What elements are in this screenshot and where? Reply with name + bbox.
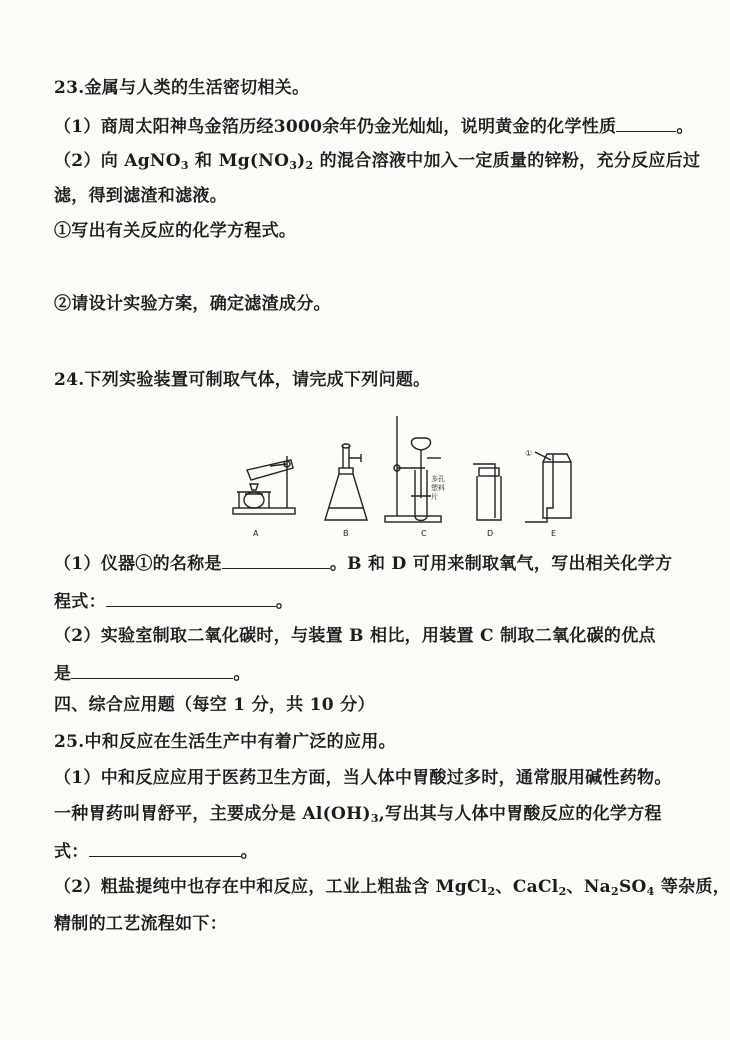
q24-part2-c: 。	[233, 664, 251, 684]
label-e: E	[551, 529, 557, 538]
q25-part1: （1）中和反应应用于医药卫生方面，当人体中胃酸过多时，通常服用碱性药物。	[54, 768, 672, 788]
subscript: 2	[487, 885, 496, 898]
q24-part1-b: 。B 和 D 可用来制取氧气，写出相关化学方	[329, 554, 673, 574]
q25-part1-c: 式：	[54, 842, 89, 862]
q25-part2-m3: SO	[618, 877, 647, 897]
q25-part1-d: 。	[240, 842, 258, 862]
q25-part2-m1: 、CaCl	[495, 877, 559, 897]
apparatus-b	[325, 444, 367, 520]
answer-blank[interactable]	[222, 550, 330, 569]
answer-blank[interactable]	[106, 588, 276, 607]
apparatus-d	[473, 464, 501, 520]
q23-part1-text: （1）商周太阳神鸟金箔历经3000余年仍金光灿灿，说明黄金的化学性质	[54, 117, 617, 137]
q25-part2	[54, 875, 730, 904]
apparatus-figure	[225, 408, 585, 548]
q23-part1	[54, 113, 692, 139]
q25-part2-m2: 、Na	[566, 877, 611, 897]
label-d: D	[487, 529, 494, 538]
q24-part2-b: 是	[54, 664, 72, 684]
q23-part2-tail: 的混合溶液中加入一定质量的锌粉，充分反应后过	[313, 151, 701, 171]
label-pian: 片	[431, 493, 438, 501]
q24-part1-c: 程式：	[54, 592, 106, 612]
subscript: 3	[289, 159, 298, 172]
q25-part2-post: 等杂质，	[654, 877, 730, 897]
apparatus-c	[385, 416, 441, 522]
q25-part2-cont: 精制的工艺流程如下：	[54, 914, 227, 934]
subscript: 2	[305, 159, 314, 172]
q23-part2-post: )	[297, 151, 306, 171]
q23-part2	[54, 149, 701, 178]
label-circle-1: ①	[525, 449, 533, 458]
q23-part1-end: 。	[676, 117, 694, 137]
label-suliao: 塑料	[431, 484, 445, 492]
q25-part1-b-post: ,写出其与人体中胃酸反应的化学方程	[378, 804, 662, 824]
q24-part1-cont	[54, 588, 692, 614]
subscript: 4	[646, 885, 655, 898]
q23-title: 23.金属与人类的生活密切相关。	[54, 78, 310, 98]
q25-title: 25.中和反应在生活生产中有着广泛的应用。	[54, 732, 396, 752]
q25-part2-pre: （2）粗盐提纯中也存在中和反应，工业上粗盐含 MgCl	[54, 877, 488, 897]
subscript: 3	[370, 812, 379, 825]
q25-part1-end	[54, 838, 692, 864]
label-duokong: 多孔	[431, 475, 445, 483]
q24-part1-a: （1）仪器①的名称是	[54, 554, 222, 574]
q23-sub2: ②请设计实验方案，确定滤渣成分。	[54, 294, 331, 314]
q25-part1-b-pre: 一种胃药叫胃舒平，主要成分是 Al(OH)	[54, 804, 371, 824]
section4-title: 四、综合应用题（每空 1 分，共 10 分）	[54, 695, 375, 715]
q24-part2-cont	[54, 660, 692, 686]
q23-part2-cont: 滤，得到滤渣和滤液。	[54, 186, 227, 206]
q24-part2: （2）实验室制取二氧化碳时，与装置 B 相比，用装置 C 制取二氧化碳的优点	[54, 626, 656, 646]
q24-part1	[54, 550, 692, 576]
subscript: 2	[558, 885, 567, 898]
q24-title: 24.下列实验装置可制取气体，请完成下列问题。	[54, 370, 431, 390]
apparatus-a	[233, 456, 295, 514]
apparatus-e	[525, 452, 571, 522]
label-a: A	[253, 529, 259, 538]
q23-part2-pre: （2）向 AgNO	[54, 151, 181, 171]
label-c: C	[421, 529, 427, 538]
label-b: B	[343, 529, 349, 538]
answer-blank[interactable]	[71, 660, 233, 679]
answer-blank[interactable]	[616, 113, 676, 132]
q23-part2-mid: 和 Mg(NO	[188, 151, 290, 171]
subscript: 2	[611, 885, 619, 898]
subscript: 3	[180, 159, 189, 172]
answer-blank[interactable]	[89, 838, 241, 857]
q23-sub1: ①写出有关反应的化学方程式。	[54, 221, 297, 241]
q25-part1-cont	[54, 802, 692, 831]
q24-part1-d: 。	[275, 592, 294, 612]
